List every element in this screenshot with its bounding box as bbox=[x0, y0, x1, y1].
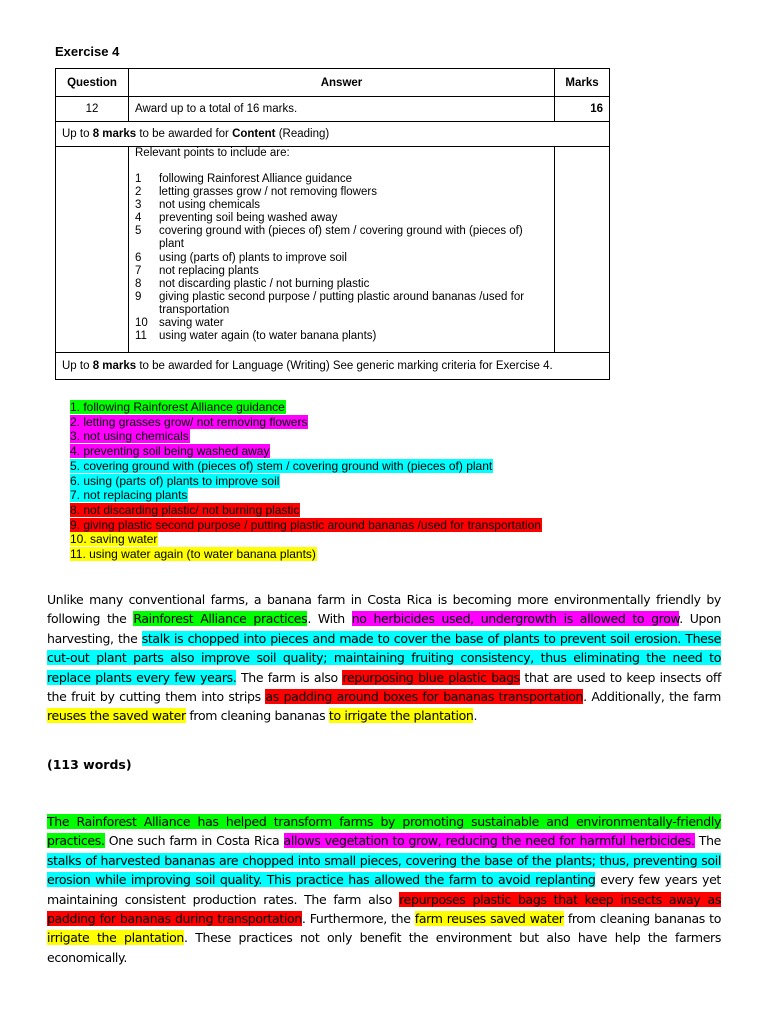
content-suffix: (Reading) bbox=[275, 128, 330, 140]
point-item bbox=[135, 252, 548, 265]
highlighted-text-segment: irrigate the plantation bbox=[47, 930, 185, 946]
highlighted-point-text: 2. letting grasses grow/ not removing flowers bbox=[70, 414, 308, 429]
point-item bbox=[135, 265, 548, 278]
content-marks-bold: 8 marks bbox=[92, 128, 137, 140]
highlighted-text-segment: no herbicides used, undergrowth is allowed to grow bbox=[351, 611, 680, 627]
highlighted-point-text: 3. not using chemicals bbox=[70, 429, 189, 444]
text-segment: The farm is also bbox=[236, 669, 343, 685]
text-segment: that are used to keep insects off the fruit by cutting them into strips bbox=[47, 669, 721, 705]
highlighted-point bbox=[70, 503, 542, 518]
point-text: using (parts of) plants to improve soil bbox=[159, 251, 347, 264]
point-text: using water again (to water banana plants) bbox=[159, 330, 377, 343]
exercise-title: Exercise 4 bbox=[55, 44, 120, 59]
highlighted-point bbox=[70, 488, 542, 503]
content-marks-row bbox=[56, 122, 610, 147]
point-number: 4 bbox=[135, 212, 142, 225]
content-prefix: Up to bbox=[62, 128, 93, 140]
point-number: 5 bbox=[135, 225, 142, 238]
point-number: 2 bbox=[135, 186, 142, 199]
content-marks-text bbox=[56, 122, 610, 147]
point-item bbox=[135, 186, 548, 199]
answer-paragraph-1 bbox=[47, 590, 721, 726]
point-number: 8 bbox=[135, 277, 142, 290]
point-text: giving plastic second purpose / putting plastic around bananas /used for transportation bbox=[159, 290, 525, 316]
highlighted-point-text: 1. following Rainforest Alliance guidance bbox=[70, 400, 285, 414]
point-item bbox=[135, 199, 548, 212]
table-header-row bbox=[56, 69, 610, 97]
highlighted-point-text: 7. not replacing plants bbox=[70, 488, 188, 503]
content-middle: to be awarded for bbox=[136, 128, 233, 140]
text-segment: . These practices not only benefit the environment but also have help the farmers economically. bbox=[47, 930, 721, 965]
highlighted-point bbox=[70, 429, 542, 444]
point-number: 7 bbox=[135, 264, 142, 277]
text-segment: . Additionally, the farm bbox=[583, 689, 721, 705]
text-segment: The bbox=[694, 833, 721, 849]
highlighted-text-segment: repurposing blue plastic bags bbox=[342, 669, 520, 685]
language-marks-bold: 8 marks bbox=[92, 360, 137, 372]
empty-cell bbox=[56, 147, 129, 353]
highlighted-point-text: 5. covering ground with (pieces of) stem / covering ground with (pieces of) plant bbox=[70, 458, 493, 473]
point-text: covering ground with (pieces of) stem / covering ground with (pieces of) plant bbox=[159, 225, 523, 251]
text-segment: . Upon harvesting, the bbox=[47, 611, 721, 646]
point-text: not using chemicals bbox=[159, 199, 260, 212]
text-segment: Unlike many conventional farms, a banana farm in Costa Rica is becoming more environmentally friendly by following the bbox=[47, 592, 721, 627]
highlighted-points-list bbox=[70, 400, 542, 562]
text-segment: from cleaning bananas bbox=[185, 708, 329, 724]
relevant-points-row bbox=[56, 147, 610, 353]
mark-scheme-table bbox=[55, 68, 610, 380]
text-segment: from cleaning bananas to bbox=[563, 911, 721, 927]
text-segment: One such farm in Costa Rica bbox=[104, 833, 284, 849]
text-segment: . Furthermore, the bbox=[301, 911, 415, 927]
highlighted-text-segment: reuses the saved water bbox=[47, 708, 186, 724]
highlighted-text-segment: to irrigate the plantation bbox=[328, 708, 474, 724]
relevant-intro: Relevant points to include are: bbox=[135, 147, 290, 159]
text-segment: . With bbox=[307, 611, 352, 627]
answer-paragraph-2 bbox=[47, 812, 721, 967]
highlighted-text-segment: The Rainforest Alliance has helped transform farms by promoting sustainable and environmentally-friendly practices. bbox=[47, 814, 721, 849]
answer-cell: Award up to a total of 16 marks. bbox=[129, 97, 555, 122]
highlighted-point-text: 8. not discarding plastic/ not burning plastic bbox=[70, 502, 300, 517]
point-number: 3 bbox=[135, 199, 142, 212]
highlighted-text-segment: Rainforest Alliance practices bbox=[133, 611, 308, 627]
point-item bbox=[135, 330, 548, 343]
highlighted-text-segment: allows vegetation to grow, reducing the need for harmful herbicides. bbox=[283, 833, 695, 849]
empty-cell bbox=[555, 147, 610, 353]
point-item bbox=[135, 291, 548, 317]
highlighted-text-segment: stalks of harvested bananas are chopped into small pieces, covering the base of the plants; thus, preventing soil erosion while improving soil quality. This practice has allowed the farm to avoid replanting bbox=[47, 852, 721, 888]
highlighted-point bbox=[70, 518, 542, 533]
language-prefix: Up to bbox=[62, 360, 93, 372]
point-text: following Rainforest Alliance guidance bbox=[159, 173, 353, 185]
point-item bbox=[135, 225, 548, 251]
highlighted-point bbox=[70, 532, 542, 547]
highlighted-point bbox=[70, 444, 542, 459]
content-word-bold: Content bbox=[232, 128, 276, 140]
highlighted-point bbox=[70, 474, 542, 489]
point-item bbox=[135, 173, 548, 186]
marks-cell: 16 bbox=[555, 97, 610, 122]
points-list bbox=[135, 173, 548, 343]
highlighted-point-text: 9. giving plastic second purpose / putting plastic around bananas /used for transportation bbox=[70, 517, 541, 532]
point-text: letting grasses grow / not removing flowers bbox=[159, 186, 377, 199]
relevant-points-cell bbox=[129, 147, 555, 353]
text-segment: . bbox=[473, 708, 478, 724]
language-marks-text bbox=[56, 353, 610, 380]
highlighted-text-segment: farm reuses saved water bbox=[414, 911, 564, 927]
point-text: preventing soil being washed away bbox=[159, 212, 338, 225]
highlighted-point-text: 11. using water again (to water banana plants) bbox=[70, 547, 316, 562]
point-text: saving water bbox=[159, 317, 224, 330]
highlighted-point-text: 10. saving water bbox=[70, 532, 158, 547]
text-segment: every few years yet maintaining consistent production rates. The farm also bbox=[47, 872, 721, 907]
point-number: 1 bbox=[135, 173, 142, 185]
highlighted-point bbox=[70, 547, 542, 562]
highlighted-point bbox=[70, 400, 542, 415]
point-number: 6 bbox=[135, 251, 142, 264]
word-count: (113 words) bbox=[47, 757, 132, 772]
table-row bbox=[56, 97, 610, 122]
point-text: not replacing plants bbox=[159, 264, 259, 277]
language-suffix: to be awarded for Language (Writing) See generic marking criteria for Exercise 4. bbox=[136, 360, 553, 372]
point-item bbox=[135, 317, 548, 330]
header-answer: Answer bbox=[129, 69, 555, 97]
header-question: Question bbox=[56, 69, 129, 97]
point-text: not discarding plastic / not burning plastic bbox=[159, 277, 370, 290]
highlighted-text-segment: as padding around boxes for bananas transportation bbox=[265, 689, 584, 705]
highlighted-text-segment: stalk is chopped into pieces and made to cover the base of plants to prevent soil erosion. These cut-out plant parts also improve soil quality; maintaining fruiting consistency, thus eliminating the need to replace plants every few years. bbox=[47, 630, 721, 685]
point-item bbox=[135, 212, 548, 225]
header-marks: Marks bbox=[555, 69, 610, 97]
question-number: 12 bbox=[56, 97, 129, 122]
point-number: 9 bbox=[135, 290, 142, 303]
highlighted-point bbox=[70, 415, 542, 430]
highlighted-point-text: 6. using (parts of) plants to improve soil bbox=[70, 473, 280, 488]
point-item bbox=[135, 278, 548, 291]
point-number: 11 bbox=[135, 330, 147, 343]
point-number: 10 bbox=[135, 317, 148, 330]
highlighted-point-text: 4. preventing soil being washed away bbox=[70, 444, 270, 459]
highlighted-text-segment: repurposes plastic bags that keep insects away as padding for bananas during transportation bbox=[47, 891, 721, 927]
highlighted-point bbox=[70, 459, 542, 474]
language-marks-row bbox=[56, 353, 610, 380]
